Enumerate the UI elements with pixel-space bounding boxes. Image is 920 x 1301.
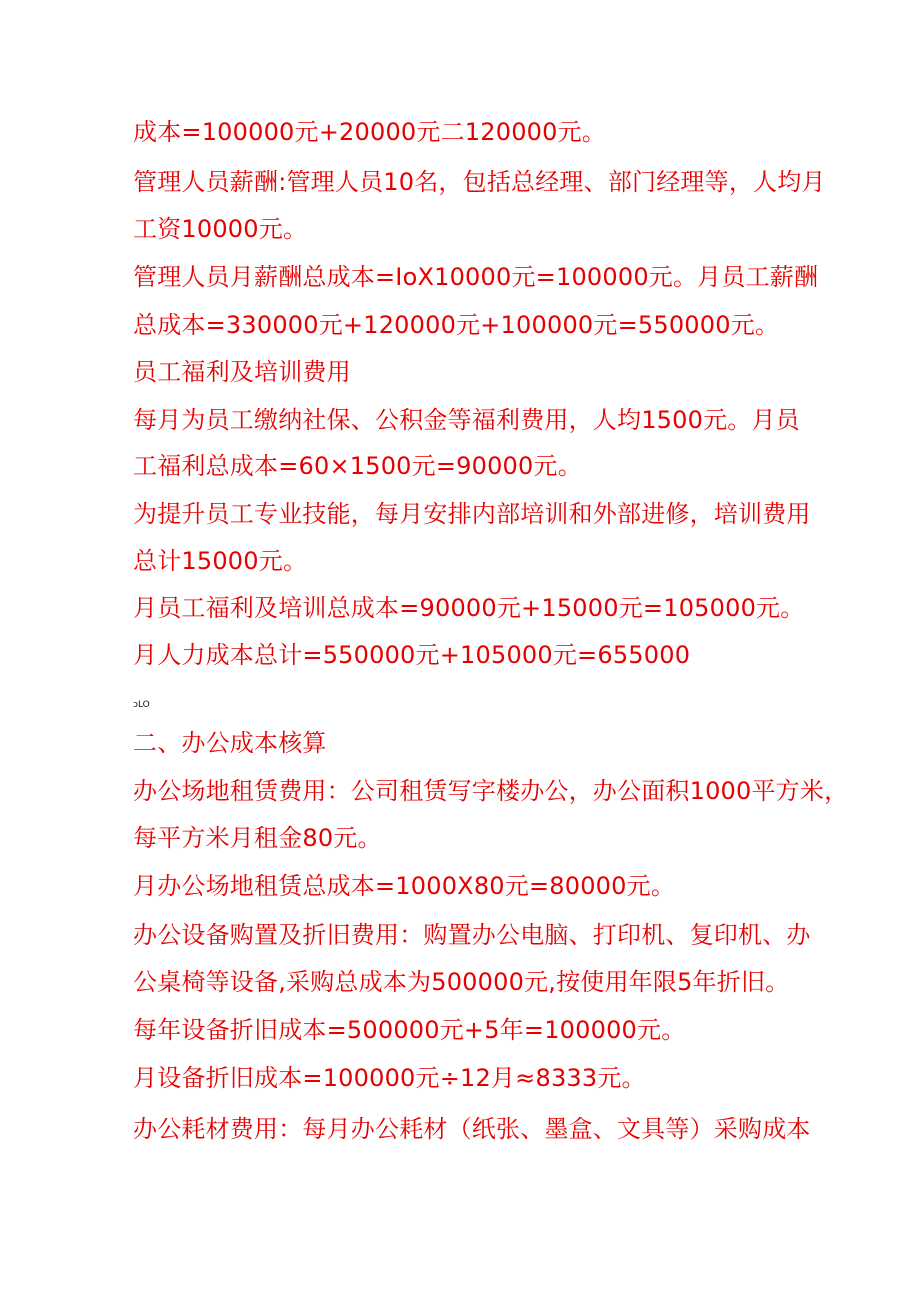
text-line-7: 每月为员工缴纳社保、公积金等福利费用，人均1500元。月员 <box>133 406 800 434</box>
text-line-9: 为提升员工专业技能，每月安排内部培训和外部进修，培训费用 <box>133 500 811 528</box>
text-line-2: 管理人员薪酬:管理人员10名，包括总经理、部门经理等，人均月 <box>133 168 826 196</box>
text-line-17: 办公设备购置及折旧费用：购置办公电脑、打印机、复印机、办 <box>133 921 811 949</box>
text-line-15: 每平方米月租金80元。 <box>133 824 382 852</box>
text-line-8: 工福利总成本=60×1500元=90000元。 <box>133 452 582 480</box>
small-note: ɔLO <box>133 700 150 710</box>
section-heading-office-cost: 二、办公成本核算 <box>133 729 327 757</box>
text-line-16: 月办公场地租赁总成本=1000X80元=80000元。 <box>133 872 676 900</box>
text-line-20: 月设备折旧成本=100000元÷12月≈8333元。 <box>133 1064 646 1092</box>
text-line-1: 成本=100000元+20000元二120000元。 <box>133 118 607 146</box>
text-line-10: 总计15000元。 <box>133 547 308 575</box>
text-line-3: 工资10000元。 <box>133 215 308 243</box>
text-line-12: 月人力成本总计=550000元+105000元=655000 <box>133 641 691 669</box>
text-line-18: 公桌椅等设备,采购总成本为500000元,按使用年限5年折旧。 <box>133 968 790 996</box>
text-line-19: 每年设备折旧成本=500000元+5年=100000元。 <box>133 1016 686 1044</box>
text-line-5: 总成本=330000元+120000元+100000元=550000元。 <box>133 311 780 339</box>
text-line-14: 办公场地租赁费用：公司租赁写字楼办公，办公面积1000平方米， <box>133 777 849 805</box>
text-line-4: 管理人员月薪酬总成本=IoX10000元=100000元。月员工薪酬 <box>133 263 819 291</box>
text-line-11: 月员工福利及培训总成本=90000元+15000元=105000元。 <box>133 594 805 622</box>
section-heading-welfare: 员工福利及培训费用 <box>133 358 351 386</box>
text-line-21: 办公耗材费用：每月办公耗材（纸张、墨盒、文具等）采购成本 <box>133 1115 811 1143</box>
